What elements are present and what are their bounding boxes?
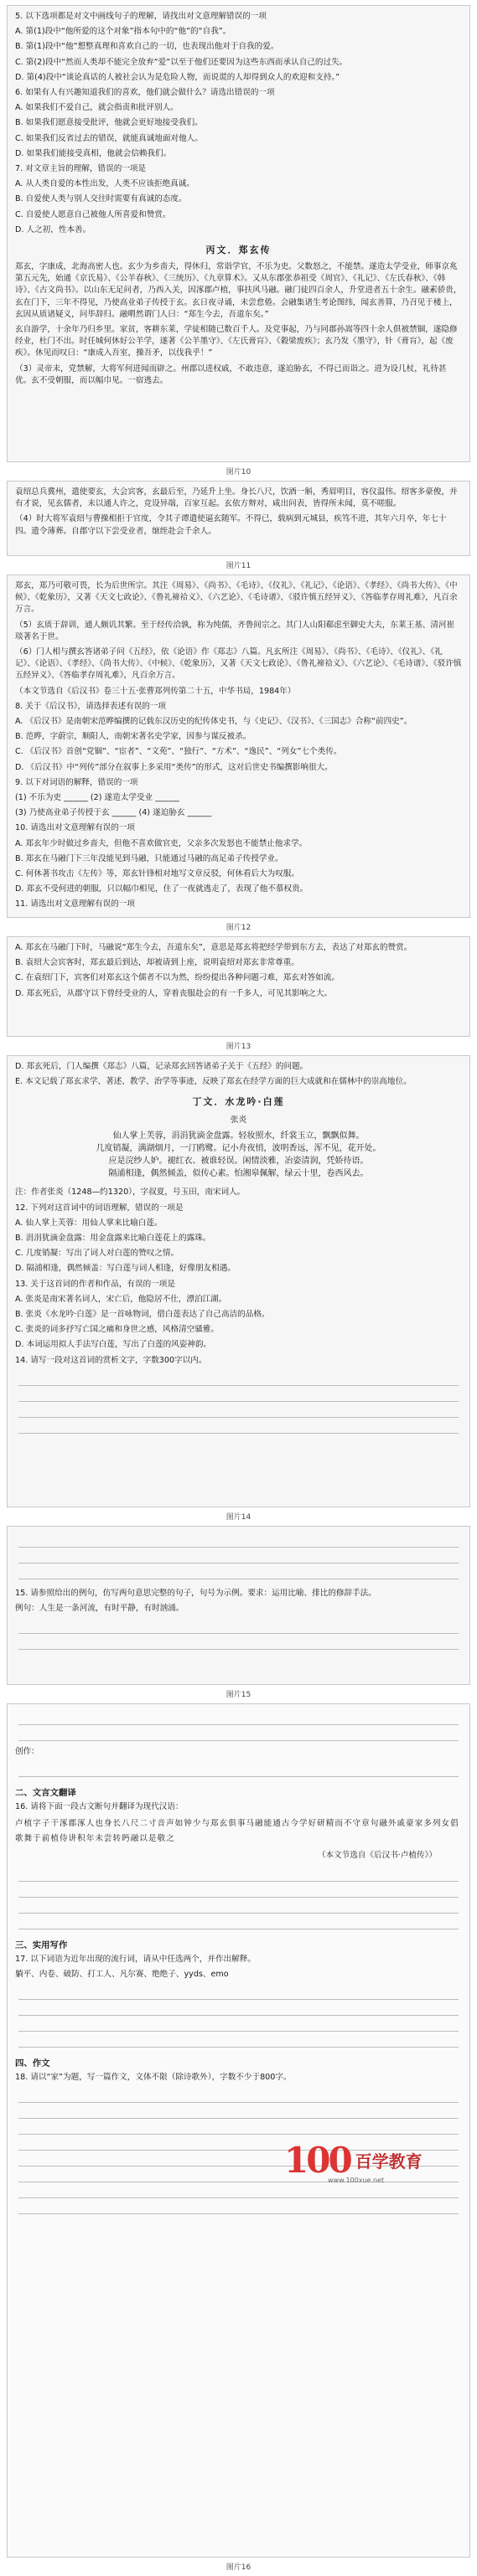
- panel-13: [7, 936, 470, 1037]
- panel-16: [7, 1703, 470, 2558]
- answer-line[interactable]: [18, 1548, 459, 1564]
- line: B. 自爱使人类与别人交往时需要有真诚的态度。: [15, 194, 187, 204]
- section-heading: 四、作文: [15, 2058, 50, 2069]
- answer-line[interactable]: [18, 2103, 459, 2119]
- section-heading: 二、文言文翻译: [15, 1788, 76, 1799]
- passage-paragraph: 玄自游学，十余年乃归乡里。家贫，客耕东莱，学徒相随已数百千人。及党事起，乃与同郡孙嵩等四十余人俱被禁锢，遂隐修经业，杜门不出。时任城何休好公羊学，遂著《公羊墨守》、《左氏膏肓》、《穀梁废疾》；玄乃发《墨守》，针《膏肓》，起《废疾》。休见而叹曰：“康成入吾室，操吾矛，以伐我乎！”: [15, 325, 458, 358]
- caption-12: 图片12: [226, 924, 251, 932]
- line: B. 如果我们愿意接受批评，他就会更好地接受我们。: [15, 118, 203, 128]
- line: 5. 以下选项都是对文中画线句子的理解，请找出对文意理解错误的一项: [15, 12, 267, 21]
- line: 8. 关于《后汉书》，请选择表述有误的一项: [15, 701, 167, 711]
- question-line: A. 张炎是南宋著名词人，宋亡后，他隐居不仕，漂泊江湖。: [15, 1294, 227, 1304]
- question-line: 14. 请写一段对这首词的赏析文字，字数300字以内。: [15, 1355, 207, 1365]
- answer-line[interactable]: [18, 1418, 459, 1434]
- line: A. 第(1)段中“他所爱的这个对象”指本句中的“他”的“自我”。: [15, 27, 231, 37]
- line: (3) 乃使高业弟子传授于玄 ______ (4) 遂迫胁玄 ______: [15, 808, 212, 818]
- source-note: （本文节选自《后汉书·卢植传》）: [317, 1851, 437, 1861]
- poem-line: 应是浣纱人妒。褪红衣、被谁轻误。闲情淡雅，冶姿清润，凭娇待语。: [108, 1157, 369, 1167]
- panel-15: [7, 1526, 470, 1685]
- question-line: 12. 下列对这首词中的词语理解，错误的一项是: [15, 1203, 184, 1213]
- answer-line[interactable]: [18, 1370, 459, 1386]
- line: D. 第(4)段中“谈论真话的人被社会认为是危险人物，而说谎的人却得到众人的欢迎和支持。”: [15, 72, 340, 82]
- answer-line[interactable]: [18, 2016, 459, 2032]
- line: 郑玄，郑乃可敬可畏，长为后世所宗。其注《周易》、《尚书》、《毛诗》、《仪礼》、《礼记》、《论语》、《孝经》、《尚书大传》、《中候》、《乾象历》，又著《天文七政论》、《鲁礼禘祫义》、《六艺论》、《毛诗谱》、《驳许慎五经异义》、《答临孝存周礼难》，凡百余万言。: [15, 581, 458, 615]
- line: 6. 如果有人有兴趣知道我们的喜欢，他们就会做什么？请选出错误的一项: [15, 88, 275, 98]
- panel-14: [7, 1055, 470, 1507]
- caption-11: 图片11: [226, 562, 251, 570]
- question-line: D. 本词运用拟人手法写白莲，写出了白莲的风姿神韵。: [15, 1340, 212, 1350]
- word-list: 躺平、内卷、破防、打工人、凡尔赛、绝绝子、yyds、emo: [15, 1969, 229, 1979]
- poem-note: 注：作者张炎（1248—约1320），字叔夏，号玉田，南宋词人。: [15, 1188, 246, 1198]
- line: A. 郑玄年少时做过乡啬夫，但他不喜欢做官吏，父亲多次发怒也不能禁止他求学。: [15, 838, 308, 848]
- line: 例句：人生是一条河流，有时平静，有时汹涌。: [15, 1604, 184, 1614]
- answer-line[interactable]: [18, 1866, 459, 1882]
- line: B. 范晔，字蔚宗，顺阳人，南朝宋著名史学家，因参与谋反被杀。: [15, 732, 251, 742]
- line: B. 第(1)段中“他”想整真理和喜欢自己的一切，也表现出他对于自我的爱。: [15, 42, 279, 52]
- line: A. 郑玄在马融门下时，马融说“郑生今去，吾道东矣”，意思是郑玄将把经学带到东方去，表达了对郑玄的赞赏。: [15, 943, 412, 952]
- line: D. 人之初，性本善。: [15, 224, 91, 234]
- line: （5）玄质于辞训，通人颇讥其繁。至于经传洽孰，称为纯儒，齐鲁间宗之。其门人山阳郗虑至御史大夫，东莱王基、清河崔琰著名于世。: [15, 620, 455, 641]
- logo-number: 100: [284, 2140, 350, 2181]
- question-line: B. 张炎《水龙吟·白莲》是一首咏物词，借白莲表达了自己高洁的品格。: [15, 1310, 270, 1320]
- passage-paragraph: （3）灵帝末，党禁解，大将军何进闻而辟之。州郡以进权戚，不敢违意，遂迫胁玄，不得已而诣之。进为设几杖，礼待甚优。玄不受朝服，而以幅巾见。一宿逃去。: [15, 363, 447, 385]
- section-heading: 三、实用写作: [15, 1940, 68, 1950]
- answer-line[interactable]: [18, 2119, 459, 2135]
- caption-14: 图片14: [226, 1513, 251, 1522]
- answer-line[interactable]: [18, 1725, 459, 1741]
- line: C. 在袁绍门下，宾客们对郑玄这个儒者不以为然，纷纷提出各种问题刁难，郑玄对答如流。: [15, 973, 340, 983]
- question-18: 18. 请以“家”为题，写一篇作文，文体不限（除诗歌外），字数不少于800字。: [15, 2073, 292, 2083]
- question-line: 13. 关于这首词的作者和作品，有误的一项是: [15, 1279, 175, 1289]
- question-line: B. 涓涓犹滴金盘露：用金盘露来比喻白莲花上的露珠。: [15, 1234, 211, 1244]
- line: （本文节选自《后汉书》卷三十五·张曹郑列传第二十五，中华书局，1984年）: [15, 686, 296, 696]
- answer-line[interactable]: [18, 1761, 459, 1777]
- line: C. 自爱使人愿意自己被他人所喜爱和赞赏。: [15, 209, 171, 219]
- poem-line: 几度销凝，满湖烟月，一汀鸥鹭。记小舟夜悄，波明香远，浑不见，花开处。: [96, 1144, 381, 1154]
- line: D. 如果我们能接受真相，他就会信赖我们。: [15, 148, 172, 158]
- line: C. 《后汉书》首创“党锢”、“宦者”、“文苑”、“独行”、“方术”、“逸民”、“列女”七个类传。: [15, 747, 342, 757]
- answer-line[interactable]: [18, 1634, 459, 1650]
- line: A. 《后汉书》是南朝宋范晔编撰的记载东汉历史的纪传体史书，与《史记》、《汉书》、《三国志》合称“前四史”。: [15, 717, 412, 727]
- answer-line[interactable]: [18, 2182, 459, 2198]
- panel-10: [7, 5, 470, 462]
- question-16: 16. 请将下面一段古文断句并翻译为现代汉语：: [15, 1802, 184, 1812]
- caption-16: 图片16: [226, 2563, 251, 2572]
- line: D. 郑玄死后，门人编撰《郑志》八篇，记录郑玄回答诸弟子关于《五经》的问题。: [15, 1062, 308, 1071]
- answer-line[interactable]: [18, 1402, 459, 1418]
- answer-line[interactable]: [18, 1984, 459, 2000]
- watermark-logo: [284, 2140, 423, 2184]
- line: B. 袁绍大会宾客时，郑玄最后到达，却被请到上座，说明袁绍对郑玄非常尊重。: [15, 958, 299, 968]
- answer-line[interactable]: [18, 1898, 459, 1914]
- line: D. 郑玄不受何进的朝服，只以幅巾相见，住了一夜就逃走了，表现了他不慕权贵。: [15, 884, 308, 894]
- logo-text: 百学教育: [355, 2151, 423, 2172]
- answer-line[interactable]: [18, 2198, 459, 2214]
- line: C. 何休著书攻击《左传》等，郑玄针锋相对地写文章反驳，何休看后大为叹服。: [15, 869, 299, 879]
- line: (1) 不乐为吏 ______ (2) 遂造太学受业 ______: [15, 793, 179, 803]
- line: 11. 请选出对文意理解有误的一项: [15, 899, 136, 909]
- line: 7. 对文章主旨的理解，错误的一项是: [15, 164, 147, 174]
- line: 袁绍总兵冀州，遣使要玄，大会宾客，玄最后至，乃延升上坐。身长八尺，饮酒一斛，秀眉明目，容仪温伟。绍客多豪俊，并有才说，见玄儒者，未以通人许之，竞设异端，百家互起。玄依方辩对，咸出问表，皆得所未闻，莫不嗟服。: [15, 487, 458, 509]
- classical-text: 卢植字子干涿郡涿人也身长八尺二寸音声如钟少与郑玄俱事马融能通古今学好研精而不守章句融外戚豪家多列女倡歌舞于前植侍讲积年未尝转眄融以是敬之: [15, 1819, 459, 1844]
- line: A. 如果我们不爱自己，就会指责和批评别人。: [15, 103, 179, 113]
- answer-line[interactable]: [18, 2000, 459, 2016]
- answer-line[interactable]: [18, 1618, 459, 1634]
- line: C. 如果我们反省过去的错误，就能真诚地面对他人。: [15, 133, 203, 143]
- answer-line[interactable]: [18, 2032, 459, 2048]
- line: D. 《后汉书》中“列传”部分在叙事上多采用“类传”的形式，这对后世史书编撰影响很大。: [15, 762, 333, 772]
- label-creation: 创作：: [15, 1747, 39, 1756]
- answer-line[interactable]: [18, 1709, 459, 1725]
- question-line: C. 几度销凝：写出了词人对白莲的赞叹之情。: [15, 1249, 179, 1259]
- passage-paragraph: 郑玄，字康成，北海高密人也。玄少为乡啬夫，得休归，常诣学官，不乐为吏。父数怒之，不能禁。遂造太学受业，师事京兆第五元先，始通《京氏易》、《公羊春秋》、《三统历》、《九章算术》。又从东郡张恭祖受《周官》、《礼记》、《左氏春秋》、《韩诗》、《古文尚书》。以山东无足问者，乃西入关，因涿郡卢植，事扶风马融。融门徒四百余人，升堂进者五十余生。融素骄贵，玄在门下，三年不得见，乃使高业弟子传授于玄。玄日夜寻诵，未尝怠倦。会融集诸生考论图纬，闻玄善算，乃召见于楼上，玄因从质诸疑义，问毕辞归。融喟然谓门人曰：“郑生今去，吾道东矣。”: [15, 262, 462, 319]
- answer-line[interactable]: [18, 1564, 459, 1579]
- line: C. 第(2)段中“然而人类却不能完全放弃“爱”以至于他们还要因为这些东西而承认自己的过失。: [15, 57, 348, 67]
- line: （4）时大将军袁绍与曹操相拒于官度，令其子谭遣使逼玄随军。不得已，载病到元城县，疾笃不进，其年六月卒，年七十四。遗令薄葬。自郡守以下尝受业者，缞绖赴会千余人。: [15, 514, 447, 536]
- poem-title: 丁文．水龙吟·白莲: [192, 1096, 285, 1108]
- line: （6）门人相与撰玄答诸弟子问《五经》，依《论语》作《郑志》八篇。凡玄所注《周易》、《尚书》、《毛诗》、《仪礼》、《礼记》、《论语》、《孝经》、《尚书大传》、《中候》、《乾象历》，又著《天文七政论》、《鲁礼禘祫义》、《六艺论》、《毛诗谱》、《驳许慎五经异义》、《答临孝存周礼难》，凡百余万言。: [15, 647, 462, 681]
- poem-line: 仙人掌上芙蓉，涓涓犹滴金盘露。轻妆照水，纤裳玉立，飘飘似舞。: [112, 1131, 365, 1141]
- logo-url: www.100xue.net: [328, 2177, 385, 2184]
- line: B. 郑玄在马融门下三年没能见到马融，只能通过马融的高足弟子传授学业。: [15, 853, 283, 863]
- answer-line[interactable]: [18, 1882, 459, 1898]
- caption-13: 图片13: [226, 1043, 251, 1051]
- answer-line[interactable]: [18, 1386, 459, 1402]
- question-17: 17. 以下词语为近年出现的流行词，请从中任选两个，并作出解释。: [15, 1954, 256, 1964]
- line: 10. 请选出对文意理解有误的一项: [15, 823, 136, 833]
- panel-11: [7, 481, 470, 556]
- answer-line[interactable]: [18, 2087, 459, 2103]
- poem-author: 张炎: [230, 1115, 247, 1126]
- answer-line[interactable]: [18, 1914, 459, 1929]
- question-line: D. 隔浦相逢，偶然倾盖：写白莲与词人相逢，好像朋友相遇。: [15, 1264, 236, 1274]
- question-line: C. 张炎的词多抒写亡国之痛和身世之感，风格清空骚雅。: [15, 1325, 220, 1335]
- caption-15: 图片15: [226, 1691, 251, 1699]
- passage-title: 丙文．郑玄传: [205, 245, 272, 256]
- line: 9. 以下对词语的解释，错误的一项: [15, 777, 138, 787]
- line: A. 从人类自爱的本性出发，人类不应该拒绝真诚。: [15, 179, 194, 189]
- poem-line: 隔浦相逢，偶然倾盖，似传心素。怕湘皋佩解，绿云十里，卷西风去。: [108, 1169, 369, 1179]
- caption-10: 图片10: [226, 468, 251, 477]
- line: 15. 请参照给出的例句，仿写两句意思完整的句子，句号为示例。要求：运用比喻、排比的修辞手法。: [15, 1589, 376, 1598]
- question-line: A. 仙人掌上芙蓉：用仙人掌来比喻白莲。: [15, 1218, 163, 1228]
- answer-line[interactable]: [18, 1532, 459, 1548]
- line: D. 郑玄死后，从郡守以下曾经受业的人，穿着丧服赴会的有一千多人，可见其影响之大。: [15, 988, 333, 998]
- line: E. 本文记载了郑玄求学、著述、教学、治学等事迹，反映了郑玄在经学方面的巨大成就和在儒林中的崇高地位。: [15, 1077, 412, 1087]
- panel-12: [7, 574, 470, 918]
